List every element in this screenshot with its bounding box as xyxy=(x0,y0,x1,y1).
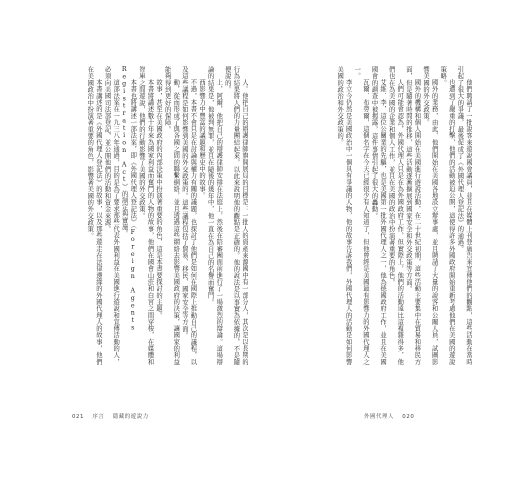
book-gutter xyxy=(258,60,264,440)
right-page-number: 020 xyxy=(402,414,415,420)
left-page-number: 021 xyxy=(72,414,85,420)
left-running-title: 隱藏的遊說力 xyxy=(112,414,149,420)
right-page-paragraph: 他們聘請了一批說客來遊說國會議員，並且在媒體上刊登廣告來宣傳他們的觀點，這些活動在當時引起了很大的爭議，最後促成了《外國代理人登記法》的通過。 xyxy=(456,66,472,365)
left-page-paragraph: 本書將講述數十年來為國家利益而奮鬥的人物的故事，他們在國會山莊和白宮之間穿梭，在媒體和智庫之間遊說，他們的行動影響了美國的外交政策。 xyxy=(137,66,154,365)
left-page-paragraph: 不過，本書不會只是在討論與權力有關的議題，也探討了他們是如何在國際上推動自己的議程，以及這些議程是如何影響到美國的外交政策的。這些議程包括了貿易、移民、國家安全等方面。 xyxy=(180,66,197,365)
left-page-footer xyxy=(72,412,155,420)
left-page-text xyxy=(52,66,248,370)
right-page-footer xyxy=(364,412,420,420)
right-page-paragraph: 艾維．李，這位公關業的先驅，也是美國第一批外國代理人之一，他為德國政府工作，並且在美國國會的調查中被揭露，這件事情引起了很大的轟動。 xyxy=(370,66,387,365)
left-page-paragraph: 本書也將講述一部法案，即《外國代理人登記法》（Foreign Agents Registration Act）的制定與實施。 xyxy=(120,66,137,332)
left-section-label: 序言 xyxy=(92,414,105,420)
left-page-paragraph: 本書講述的是《外國代理人登記法》的故事，以及那些遊走在法律邊緣的外國代理人的故事，他們在美國政治中扮演著重要的角色，影響著美國的外交政策。 xyxy=(86,66,102,365)
left-page xyxy=(52,66,252,426)
right-page-paragraph: 國外的機構和個人開始在美國進行遊說活動，在二十世紀初期，這些活動主要集中在貿易和移民方面，但是隨著時間的推移，這些活動逐漸擴展到國家安全和外交政策等方面。 xyxy=(404,66,421,365)
right-page xyxy=(272,66,472,426)
right-running-title: 外國代理人 xyxy=(364,414,394,420)
right-page-text xyxy=(276,66,472,370)
left-page-paragraph: 故事，甚至在美國政府的內部決策中扮演著重要的角色，這是本書要探討的主題。 xyxy=(155,78,163,318)
right-page-paragraph: 李立今仍然是美國政治中一個具有爭議的人物，他的故事告訴我們，外國代理人的活動是如何影響美國的政治和外交政策的。 xyxy=(336,66,352,365)
right-page-paragraph: 國外的業務，由此，他們開始在美國各地設立辦事處，並且聘請了大量的說客和公關人員，試圖影響美國的外交政策。 xyxy=(422,66,438,365)
right-page-paragraph: 人們可能會認為，外國代理人只是在為外國政府工作，但實際上，他們的活動遠比這複雜得多，他們也在為美國的企業和個人工作，並且在美國的政治中扮演著重要的角色。 xyxy=(387,66,404,365)
left-page-paragraph: 這部法案在一九三八年通過，目的是為了要求那些代表外國利益在美國進行遊說和宣傳活動的人，必須向美國司法部登記，並公開他們的活動和資金來源。 xyxy=(103,66,120,365)
left-page-paragraph: 動，從而形成了與各國之間的聯繫網絡，並且透過這些網絡去影響美國政府的決策，讓國家的利益能夠得到更好的保障。 xyxy=(163,66,180,365)
right-page-paragraph: 也遭到了嚴重的打擊，他們的活動被迫公開，這使得許多外國政府開始重新考慮他們在美國的遊說策略。 xyxy=(439,66,455,365)
right-page-paragraph: 瓦爾．布勞爾，這個名字在今天已經很少有人知道了，但他曾經是美國最有影響力的外國代理人之一。 xyxy=(353,66,369,365)
left-page-paragraph: 上，阿爾，他把自己的辯護律師安排在法庭上，然後在陪審團面前進行了一場激烈的辯論。這場辯論的結果是，他被判無罪，並且在隨後的幾年中，他一直在為自己的名譽而奮鬥。 xyxy=(206,66,223,365)
left-page-paragraph: 西影響力中豐富的議題和歷史中的故事。 xyxy=(198,78,206,199)
left-page-paragraph: 人。他把自己的辯護律師旗開展局的目標是：一批人的資產來源國中有一部分人，其次是以長期的行為結果將人們的力量團結起來，以此來說明他的觀點是正確的。他的說法是以事實為依據的，不是隨便說的。 xyxy=(223,66,248,366)
